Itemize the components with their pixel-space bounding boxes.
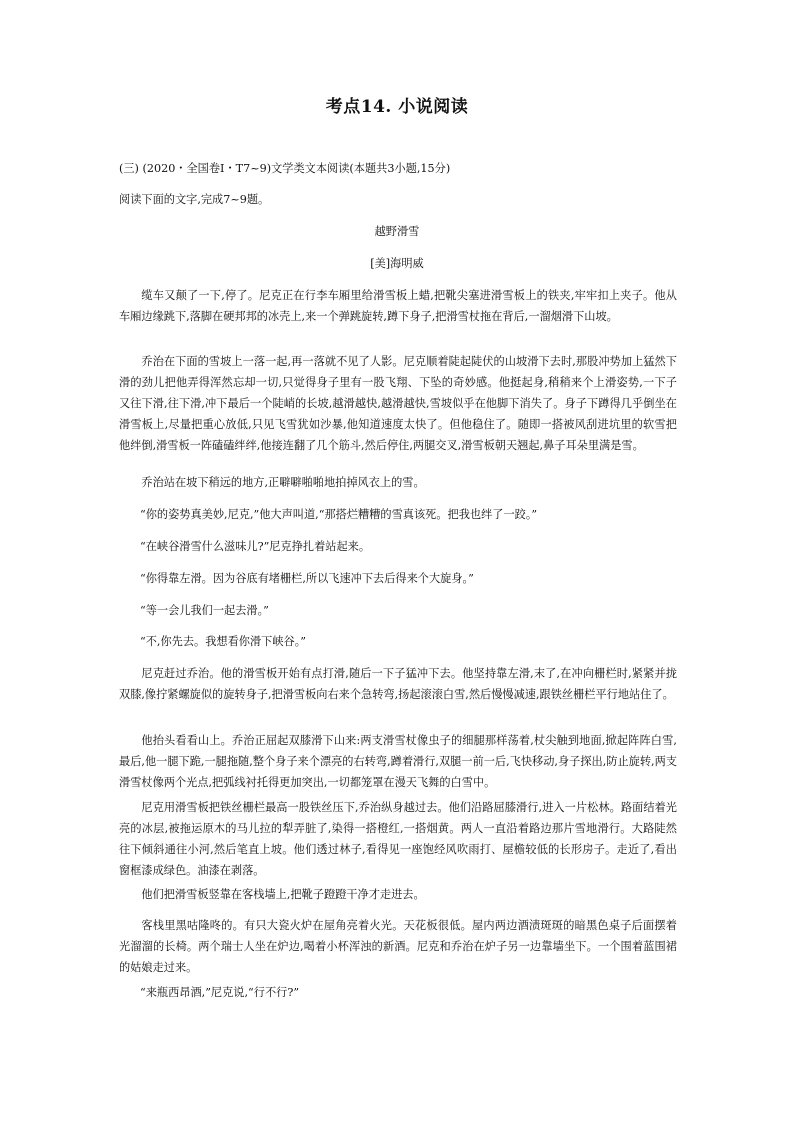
paragraph-1: 缆车又颠了一下,停了。尼克正在行李车厢里给滑雪板上蜡,把靴尖塞进滑雪板上的铁夹,牢牢扣上夹子。他从车厢边缘跳下,落脚在硬邦邦的冰壳上,来一个弹跳旋转,蹲下身子,把滑雪杖拖在背后,一溜烟滑下山坡。: [119, 289, 677, 323]
paragraph-3: 乔治站在坡下稍远的地方,正噼噼啪啪地拍掉风衣上的雪。: [141, 476, 425, 489]
page-title: 考点14. 小说阅读: [325, 97, 469, 117]
dialogue-1: “你的姿势真美妙,尼克,”他大声叫道,“那搭烂糟糟的雪真该死。把我也绊了一跤。”: [140, 508, 538, 521]
dialogue-2: “在峡谷滑雪什么滋味儿?”尼克挣扎着站起来。: [140, 540, 371, 553]
paragraph-10: 他抬头看看山上。乔治正屈起双膝滑下山来:两支滑雪杖像虫子的细腿那样荡着,杖尖触到地面,掀起阵阵白雪,最后,他一腿下跪,一腿拖随,整个身子来个漂亮的右转弯,蹲着滑行,双腿一前一后,飞快移动,身子探出,防止旋转,两支滑雪杖像两个光点,把弧线衬托得更加突出,一切都笼罩在漫天飞舞的白雪中。: [119, 734, 677, 789]
question-header: (三) (2020・全国卷Ⅰ・T7~9)文学类文本阅读(本题共3小题,15分): [119, 162, 451, 175]
paragraph-9: 尼克赶过乔治。他的滑雪板开始有点打滑,随后一下子猛冲下去。他坚持靠左滑,末了,在冲向栅栏时,紧紧并拢双膝,像拧紧螺旋似的旋转身子,把滑雪板向右来个急转弯,扬起滚滚白雪,然后慢慢减速,跟铁丝栅栏平行地站住了。: [119, 667, 677, 701]
dialogue-3: “你得靠左滑。因为谷底有堵栅栏,所以飞速冲下去后得来个大旋身。”: [140, 572, 474, 585]
paragraph-2: 乔治在下面的雪坡上一落一起,再一落就不见了人影。尼克顺着陡起陡伏的山坡滑下去时,那股冲势加上猛然下滑的劲儿把他弄得浑然忘却一切,只觉得身子里有一股飞翔、下坠的奇妙感。他挺起身,稍稍来个上滑姿势,一下子又往下滑,往下滑,冲下最后一个陡峭的长坡,越滑越快,越滑越快,雪坡似乎在他脚下消失了。身子下蹲得几乎倒坐在滑雪板上,尽量把重心放低,只见飞雪犹如沙暴,他知道速度太快了。但他稳住了。随即一搭被风刮进坑里的软雪把他绊倒,滑雪板一阵磕磕绊绊,他接连翻了几个筋斗,然后停住,两腿交叉,滑雪板朝天翘起,鼻子耳朵里满是雪。: [119, 355, 677, 452]
dialogue-4: “等一会儿我们一起去滑。”: [140, 604, 269, 617]
story-title: 越野滑雪: [374, 225, 420, 238]
paragraph-12: 他们把滑雪板竖靠在客栈墙上,把靴子蹬蹬干净才走进去。: [141, 888, 425, 901]
dialogue-6: “来瓶西昂酒,”尼克说,“行不行?”: [140, 986, 300, 999]
paragraph-11: 尼克用滑雪板把铁丝栅栏最高一股铁丝压下,乔治纵身越过去。他们沿路屈膝滑行,进入一片松林。路面结着光亮的冰层,被拖运原木的马儿拉的犁弄脏了,染得一搭橙红,一搭烟黄。两人一直沿着路边那片雪地滑行。大路陡然往下倾斜通往小河,然后笔直上坡。他们透过林子,看得见一座饱经风吹雨打、屋檐较低的长形房子。走近了,看出窗框漆成绿色。油漆在剥落。: [119, 801, 677, 877]
paragraph-13: 客栈里黑咕隆咚的。有只大瓷火炉在屋角亮着火光。天花板很低。屋内两边酒渍斑斑的暗黑色桌子后面摆着光溜溜的长椅。两个瑞士人坐在炉边,喝着小杯浑浊的新酒。尼克和乔治在炉子另一边靠墙坐下。一个围着蓝围裙的姑娘走过来。: [119, 919, 677, 974]
story-author: [美]海明威: [370, 257, 424, 270]
dialogue-5: “不,你先去。我想看你滑下峡谷。”: [140, 635, 307, 648]
instruction: 阅读下面的文字,完成7~9题。: [119, 193, 270, 206]
